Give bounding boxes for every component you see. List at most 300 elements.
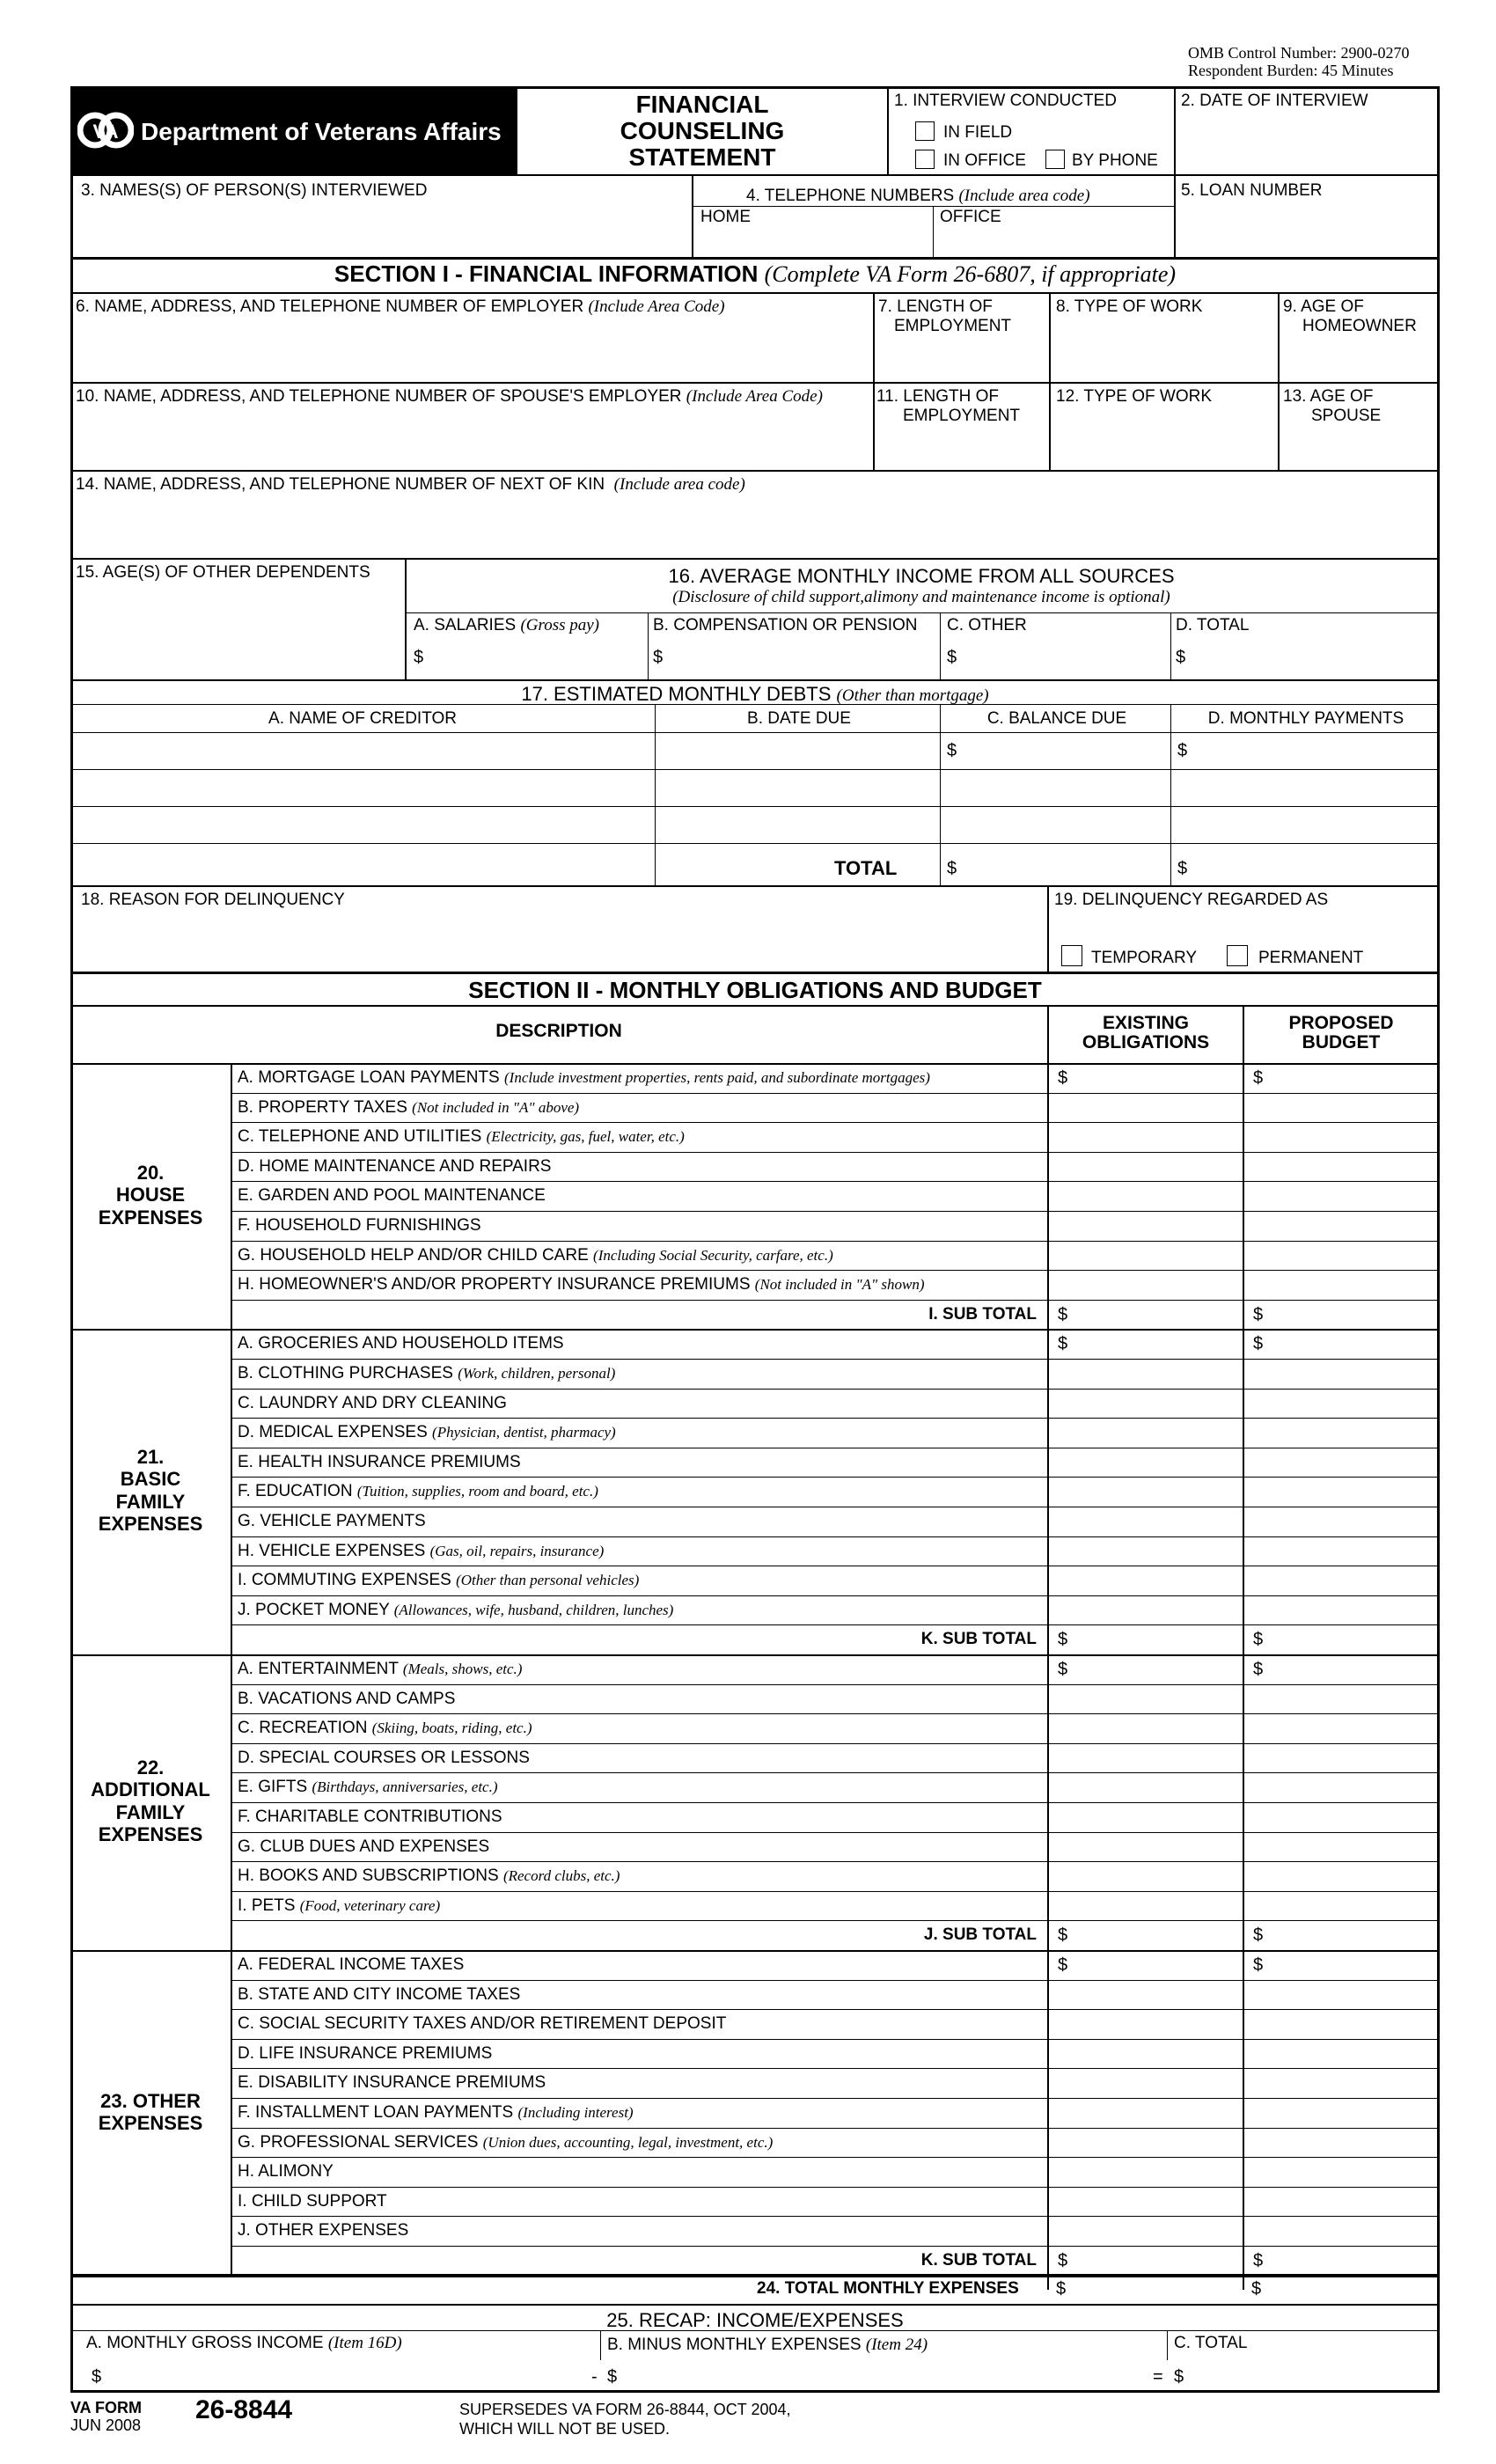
budget-row-label: B. CLOTHING PURCHASES bbox=[238, 1364, 458, 1382]
supersedes-line-1: SUPERSEDES VA FORM 26-8844, OCT 2004, bbox=[459, 2401, 791, 2418]
subtotal-existing-dollar: $ bbox=[1058, 1304, 1068, 1324]
row-divider bbox=[231, 2128, 1440, 2129]
proposed-amount-field[interactable] bbox=[1269, 2011, 1434, 2037]
recap-total-label: C. TOTAL bbox=[1174, 2334, 1248, 2352]
budget-row-label: I. CHILD SUPPORT bbox=[238, 2191, 387, 2211]
existing-amount-field[interactable] bbox=[1074, 1449, 1237, 1476]
existing-dollar: $ bbox=[1058, 1955, 1068, 1975]
budget-row-label: B. VACATIONS AND CAMPS bbox=[238, 1689, 456, 1708]
group-label-2-line-1: 21. bbox=[136, 1446, 165, 1469]
proposed-amount-field[interactable] bbox=[1269, 2218, 1434, 2244]
proposed-amount-field[interactable] bbox=[1269, 1597, 1434, 1624]
in-office-label: IN OFFICE bbox=[943, 151, 1026, 170]
row-divider bbox=[231, 2039, 1440, 2040]
budget-row-label: D. SPECIAL COURSES OR LESSONS bbox=[238, 1748, 530, 1767]
proposed-amount-field[interactable] bbox=[1269, 1804, 1434, 1830]
proposed-amount-field[interactable] bbox=[1269, 1774, 1434, 1800]
group-label-3-line-3: FAMILY bbox=[115, 1800, 186, 1823]
budget-row-note: (Union dues, accounting, legal, investment, etc.) bbox=[482, 2133, 774, 2151]
proposed-amount-field[interactable] bbox=[1269, 1213, 1434, 1239]
budget-row-label: B. STATE AND CITY INCOME TAXES bbox=[238, 1984, 521, 2004]
existing-amount-field[interactable] bbox=[1074, 1952, 1237, 1978]
salaries-field[interactable] bbox=[431, 641, 642, 676]
minus-expenses-text: B. MINUS MONTHLY EXPENSES bbox=[607, 2336, 862, 2354]
budget-row-2-2 bbox=[238, 1364, 615, 1383]
office-phone-label: OFFICE bbox=[940, 208, 1001, 226]
subtotal-existing-field[interactable] bbox=[1074, 1626, 1237, 1653]
length-of-employment-label bbox=[878, 297, 1011, 336]
monthly-gross-income-note: (Item 16D) bbox=[327, 2334, 402, 2352]
existing-amount-field[interactable] bbox=[1074, 1243, 1237, 1269]
budget-row-3-9 bbox=[238, 1896, 440, 1916]
respondent-burden: Respondent Burden: 45 Minutes bbox=[1188, 62, 1394, 79]
subtotal-existing-field[interactable] bbox=[1074, 1302, 1237, 1328]
budget-row-note: (Not included in "A" shown) bbox=[754, 1276, 925, 1294]
budget-row-label: H. BOOKS AND SUBSCRIPTIONS bbox=[238, 1866, 503, 1886]
creditor-rows[interactable] bbox=[74, 736, 651, 841]
existing-amount-field[interactable] bbox=[1074, 1213, 1237, 1239]
interview-conducted-label: 1. INTERVIEW CONDUCTED bbox=[894, 92, 1118, 110]
row-divider bbox=[231, 1270, 1440, 1271]
group-label-2-line-3: FAMILY bbox=[115, 1490, 186, 1513]
budget-row-4-3 bbox=[238, 2014, 726, 2034]
budget-row-note: (Birthdays, anniversaries, etc.) bbox=[312, 1778, 498, 1796]
monthly-gross-income-text: A. MONTHLY GROSS INCOME bbox=[86, 2334, 324, 2352]
existing-amount-field[interactable] bbox=[1074, 1360, 1237, 1387]
existing-amount-field[interactable] bbox=[1074, 1686, 1237, 1712]
reason-for-delinquency-field[interactable] bbox=[76, 912, 1044, 970]
row-divider bbox=[231, 2216, 1440, 2217]
row-divider bbox=[231, 2068, 1440, 2069]
other-dependents-label: 15. AGE(S) OF OTHER DEPENDENTS bbox=[76, 563, 370, 582]
proposed-amount-field[interactable] bbox=[1269, 1656, 1434, 1683]
next-of-kin-label bbox=[76, 475, 745, 495]
names-interviewed-label: 3. NAMES(S) OF PERSON(S) INTERVIEWED bbox=[81, 181, 428, 200]
budget-row-note: (Meals, shows, etc.) bbox=[402, 1661, 523, 1677]
proposed-header-line-1: PROPOSED bbox=[1288, 1013, 1394, 1033]
group-label-1-line-1: 20. bbox=[136, 1162, 165, 1184]
total-proposed-field[interactable] bbox=[1269, 2276, 1434, 2300]
proposed-amount-field[interactable] bbox=[1269, 1952, 1434, 1978]
by-phone-checkbox[interactable] bbox=[1045, 150, 1065, 169]
proposed-amount-field[interactable] bbox=[1269, 1419, 1434, 1446]
proposed-budget-header bbox=[1244, 1014, 1438, 1052]
existing-header-line-2: OBLIGATIONS bbox=[1082, 1032, 1210, 1053]
budget-row-label: I. COMMUTING EXPENSES bbox=[238, 1571, 457, 1590]
total-income-field[interactable] bbox=[1193, 641, 1434, 676]
proposed-amount-field[interactable] bbox=[1269, 1183, 1434, 1209]
subtotal-existing-dollar: $ bbox=[1058, 1630, 1068, 1650]
spouse-length-line-2: EMPLOYMENT bbox=[903, 406, 1021, 425]
gross-income-field[interactable] bbox=[109, 2358, 584, 2390]
budget-row-label: D. MEDICAL EXPENSES bbox=[238, 1423, 433, 1442]
monthly-gross-income-label bbox=[86, 2334, 402, 2353]
proposed-amount-field[interactable] bbox=[1269, 2189, 1434, 2215]
budget-row-note: (Other than personal vehicles) bbox=[456, 1572, 640, 1589]
budget-row-label: F. EDUCATION bbox=[238, 1482, 357, 1501]
row-divider bbox=[231, 1832, 1440, 1833]
budget-row-2-3 bbox=[238, 1394, 507, 1413]
budget-row-note: (Electricity, gas, fuel, water, etc.) bbox=[486, 1128, 685, 1146]
group-label-4-line-1: 23. OTHER bbox=[100, 2089, 201, 2112]
proposed-amount-field[interactable] bbox=[1269, 1243, 1434, 1269]
telephone-numbers-text: 4. TELEPHONE NUMBERS bbox=[746, 187, 955, 205]
row-divider bbox=[231, 2246, 1440, 2247]
budget-row-2-6 bbox=[238, 1482, 598, 1501]
group-label-3 bbox=[70, 1756, 231, 1845]
in-field-checkbox[interactable] bbox=[915, 121, 935, 141]
date-of-interview-field[interactable] bbox=[1181, 111, 1433, 169]
existing-amount-field[interactable] bbox=[1074, 1863, 1237, 1889]
existing-amount-field[interactable] bbox=[1074, 1124, 1237, 1150]
row-divider bbox=[231, 2098, 1440, 2099]
existing-amount-field[interactable] bbox=[1074, 1095, 1237, 1121]
budget-row-label: H. ALIMONY bbox=[238, 2162, 334, 2182]
budget-row-1-4 bbox=[238, 1157, 551, 1177]
row-divider bbox=[231, 1684, 1440, 1685]
proposed-amount-field[interactable] bbox=[1269, 1272, 1434, 1298]
budget-row-3-4 bbox=[238, 1749, 530, 1768]
group-label-3-line-1: 22. bbox=[136, 1756, 165, 1778]
proposed-amount-field[interactable] bbox=[1269, 1095, 1434, 1121]
monthly-payments-header: D. MONTHLY PAYMENTS bbox=[1207, 709, 1404, 728]
budget-row-label: A. MORTGAGE LOAN PAYMENTS bbox=[238, 1068, 504, 1087]
row-divider bbox=[231, 1152, 1440, 1153]
budget-row-label: C. LAUNDRY AND DRY CLEANING bbox=[238, 1393, 507, 1412]
existing-amount-field[interactable] bbox=[1074, 1390, 1237, 1417]
loan-number-field[interactable] bbox=[1179, 202, 1434, 255]
delinquency-regarded-label: 19. DELINQUENCY REGARDED AS bbox=[1054, 891, 1329, 909]
row-divider bbox=[231, 1477, 1440, 1478]
row-divider bbox=[231, 1418, 1440, 1419]
group-label-1-line-3: EXPENSES bbox=[98, 1206, 203, 1228]
budget-row-4-1 bbox=[238, 1955, 464, 1975]
svg-text:VA: VA bbox=[92, 121, 119, 143]
total-income-label: D. TOTAL bbox=[1176, 616, 1250, 634]
subtotal-label-2: K. SUB TOTAL bbox=[920, 1630, 1037, 1649]
proposed-amount-field[interactable] bbox=[1269, 1567, 1434, 1594]
budget-row-note: (Physician, dentist, pharmacy) bbox=[432, 1424, 616, 1441]
proposed-dollar: $ bbox=[1253, 1955, 1264, 1975]
employer-label-text: 6. NAME, ADDRESS, AND TELEPHONE NUMBER OF EMPLOYER bbox=[76, 297, 584, 316]
temporary-checkbox[interactable] bbox=[1061, 945, 1082, 966]
budget-row-label: A. ENTERTAINMENT bbox=[238, 1660, 403, 1678]
budget-row-label: F. HOUSEHOLD FURNISHINGS bbox=[238, 1216, 481, 1235]
existing-amount-field[interactable] bbox=[1074, 1745, 1237, 1771]
monthly-debts-label-text: 17. ESTIMATED MONTHLY DEBTS bbox=[521, 683, 832, 705]
existing-amount-field[interactable] bbox=[1074, 1272, 1237, 1298]
row-divider bbox=[231, 1772, 1440, 1773]
age-of-spouse-line-1: 13. AGE OF bbox=[1283, 387, 1374, 406]
budget-row-label: C. RECREATION bbox=[238, 1719, 372, 1738]
budget-row-4-8 bbox=[238, 2162, 334, 2182]
proposed-amount-field[interactable] bbox=[1269, 1686, 1434, 1712]
gross-income-dollar: $ bbox=[92, 2367, 102, 2387]
telephone-numbers-label bbox=[746, 187, 1090, 206]
budget-row-note: (Skiing, boats, riding, etc.) bbox=[371, 1720, 532, 1737]
existing-amount-field[interactable] bbox=[1074, 1774, 1237, 1800]
subtotal-proposed-dollar: $ bbox=[1253, 2251, 1264, 2270]
other-income-label: C. OTHER bbox=[947, 616, 1027, 634]
budget-row-label: D. HOME MAINTENANCE AND REPAIRS bbox=[238, 1156, 552, 1176]
subtotal-label-1: I. SUB TOTAL bbox=[928, 1304, 1037, 1324]
minus-expenses-dollar: $ bbox=[607, 2367, 618, 2387]
supersedes-line-2: WHICH WILL NOT BE USED. bbox=[459, 2420, 671, 2438]
next-of-kin-label-text: 14. NAME, ADDRESS, AND TELEPHONE NUMBER OF NEXT OF KIN bbox=[76, 475, 605, 494]
budget-row-3-7 bbox=[238, 1837, 489, 1857]
employer-field[interactable] bbox=[74, 319, 871, 380]
proposed-amount-field[interactable] bbox=[1269, 1360, 1434, 1387]
salaries-label-note: (Gross pay) bbox=[520, 616, 599, 634]
monthly-payments-dollar: $ bbox=[1177, 741, 1188, 760]
existing-amount-field[interactable] bbox=[1074, 1804, 1237, 1830]
subtotal-existing-field[interactable] bbox=[1074, 1922, 1237, 1948]
proposed-dollar: $ bbox=[1253, 1334, 1264, 1354]
row-divider bbox=[231, 1743, 1440, 1744]
row-divider bbox=[231, 1980, 1440, 1981]
budget-row-4-5 bbox=[238, 2073, 546, 2093]
monthly-income-label: 16. AVERAGE MONTHLY INCOME FROM ALL SOURCES bbox=[668, 565, 1175, 587]
spouse-length-of-employment-label bbox=[876, 387, 1020, 426]
employer-label-note: (Include Area Code) bbox=[588, 297, 725, 316]
existing-amount-field[interactable] bbox=[1074, 1508, 1237, 1535]
date-due-header: B. DATE DUE bbox=[747, 709, 851, 728]
length-of-employment-line-1: 7. LENGTH OF bbox=[878, 297, 993, 316]
proposed-amount-field[interactable] bbox=[1269, 1893, 1434, 1919]
age-of-homeowner-line-2: HOMEOWNER bbox=[1302, 316, 1417, 335]
proposed-amount-field[interactable] bbox=[1269, 1449, 1434, 1476]
existing-amount-field[interactable] bbox=[1074, 1982, 1237, 2008]
existing-amount-field[interactable] bbox=[1074, 1656, 1237, 1683]
proposed-amount-field[interactable] bbox=[1269, 1508, 1434, 1535]
budget-row-4-10 bbox=[238, 2221, 408, 2240]
other-income-field[interactable] bbox=[964, 641, 1167, 676]
debts-total-balance-dollar: $ bbox=[947, 859, 957, 878]
existing-amount-field[interactable] bbox=[1074, 2100, 1237, 2126]
subtotal-proposed-field[interactable] bbox=[1269, 1626, 1434, 1653]
existing-amount-field[interactable] bbox=[1074, 1538, 1237, 1565]
existing-amount-field[interactable] bbox=[1074, 1597, 1237, 1624]
proposed-amount-field[interactable] bbox=[1269, 1863, 1434, 1889]
proposed-amount-field[interactable] bbox=[1269, 1538, 1434, 1565]
budget-row-label: H. HOMEOWNER'S AND/OR PROPERTY INSURANCE PREMIUMS bbox=[238, 1275, 755, 1294]
budget-row-label: B. PROPERTY TAXES bbox=[238, 1097, 413, 1117]
budget-row-note: (Tuition, supplies, room and board, etc.) bbox=[356, 1483, 598, 1500]
budget-row-1-3 bbox=[238, 1127, 685, 1147]
form-number: 26-8844 bbox=[195, 2395, 293, 2424]
budget-row-note: (Including interest) bbox=[517, 2104, 634, 2121]
total-income-dollar: $ bbox=[1176, 648, 1186, 667]
group-label-2 bbox=[70, 1446, 231, 1535]
proposed-amount-field[interactable] bbox=[1269, 1124, 1434, 1150]
va-seal-icon bbox=[77, 106, 134, 155]
budget-row-note: (Not included in "A" above) bbox=[412, 1098, 580, 1116]
existing-dollar: $ bbox=[1058, 1334, 1068, 1354]
proposed-amount-field[interactable] bbox=[1269, 1154, 1434, 1180]
budget-row-label: G. VEHICLE PAYMENTS bbox=[238, 1512, 426, 1530]
budget-row-4-2 bbox=[238, 1985, 520, 2005]
agency-banner bbox=[70, 86, 516, 174]
existing-amount-field[interactable] bbox=[1074, 1715, 1237, 1742]
group-label-4 bbox=[70, 2090, 231, 2135]
existing-amount-field[interactable] bbox=[1074, 2159, 1237, 2185]
row-divider bbox=[231, 1624, 1440, 1625]
budget-row-note: (Record clubs, etc.) bbox=[502, 1867, 620, 1885]
existing-amount-field[interactable] bbox=[1074, 2130, 1237, 2156]
budget-row-note: (Allowances, wife, husband, children, lunches) bbox=[393, 1601, 674, 1618]
existing-amount-field[interactable] bbox=[1074, 1834, 1237, 1860]
proposed-amount-field[interactable] bbox=[1269, 1834, 1434, 1860]
group-label-1-line-2: HOUSE bbox=[115, 1184, 186, 1206]
subtotal-proposed-field[interactable] bbox=[1269, 1302, 1434, 1328]
row-divider bbox=[231, 1181, 1440, 1182]
minus-expenses-field[interactable] bbox=[625, 2358, 1135, 2390]
compensation-field[interactable] bbox=[671, 641, 935, 676]
form-title-line-1: FINANCIAL bbox=[635, 91, 769, 118]
subtotal-proposed-field[interactable] bbox=[1269, 2248, 1434, 2274]
reason-for-delinquency-label: 18. REASON FOR DELINQUENCY bbox=[81, 891, 345, 909]
group-label-4-line-2: EXPENSES bbox=[98, 2112, 203, 2135]
proposed-amount-field[interactable] bbox=[1269, 2159, 1434, 2185]
group-label-3-line-4: EXPENSES bbox=[98, 1822, 203, 1845]
minus-expenses-note: (Item 24) bbox=[865, 2336, 928, 2354]
proposed-dollar: $ bbox=[1253, 1660, 1264, 1679]
spouse-employer-label-text: 10. NAME, ADDRESS, AND TELEPHONE NUMBER OF SPOUSE'S EMPLOYER bbox=[76, 387, 682, 406]
proposed-amount-field[interactable] bbox=[1269, 1390, 1434, 1417]
group-divider bbox=[231, 1329, 232, 1654]
row-divider bbox=[231, 1713, 1440, 1714]
monthly-debts-label-note: (Other than mortgage) bbox=[836, 686, 989, 705]
proposed-amount-field[interactable] bbox=[1269, 1745, 1434, 1771]
budget-row-label: G. PROFESSIONAL SERVICES bbox=[238, 2132, 483, 2152]
group-divider bbox=[231, 1950, 232, 2276]
subtotal-existing-dollar: $ bbox=[1058, 1925, 1068, 1946]
budget-row-note: (Food, veterinary care) bbox=[299, 1896, 441, 1914]
existing-amount-field[interactable] bbox=[1074, 1893, 1237, 1919]
existing-amount-field[interactable] bbox=[1074, 2011, 1237, 2037]
existing-amount-field[interactable] bbox=[1074, 2218, 1237, 2244]
names-interviewed-field[interactable] bbox=[74, 202, 690, 255]
budget-row-label: F. INSTALLMENT LOAN PAYMENTS bbox=[238, 2103, 518, 2122]
proposed-header-line-2: BUDGET bbox=[1302, 1032, 1381, 1053]
employer-label bbox=[76, 297, 725, 317]
existing-amount-field[interactable] bbox=[1074, 1419, 1237, 1446]
budget-row-label: E. GARDEN AND POOL MAINTENANCE bbox=[238, 1186, 546, 1206]
subtotal-proposed-dollar: $ bbox=[1253, 1304, 1264, 1324]
in-office-checkbox[interactable] bbox=[915, 150, 935, 169]
subtotal-existing-field[interactable] bbox=[1074, 2248, 1237, 2274]
proposed-amount-field[interactable] bbox=[1269, 1478, 1434, 1505]
balance-due-dollar: $ bbox=[947, 741, 957, 760]
budget-row-1-7 bbox=[238, 1246, 833, 1265]
spouse-employer-field[interactable] bbox=[74, 408, 871, 468]
budget-row-note: (Including Social Security, carfare, etc.) bbox=[593, 1246, 833, 1264]
group-label-3-line-2: ADDITIONAL bbox=[91, 1778, 210, 1801]
existing-amount-field[interactable] bbox=[1074, 1331, 1237, 1357]
budget-row-4-9 bbox=[238, 2192, 387, 2211]
proposed-amount-field[interactable] bbox=[1269, 1065, 1434, 1091]
minus-sign: - bbox=[591, 2367, 598, 2387]
row-divider bbox=[231, 1389, 1440, 1390]
existing-amount-field[interactable] bbox=[1074, 2189, 1237, 2215]
permanent-label: PERMANENT bbox=[1258, 949, 1364, 967]
budget-row-3-5 bbox=[238, 1778, 498, 1797]
home-phone-field[interactable] bbox=[695, 227, 929, 255]
budget-row-label: H. VEHICLE EXPENSES bbox=[238, 1541, 430, 1560]
proposed-amount-field[interactable] bbox=[1269, 1331, 1434, 1357]
office-phone-field[interactable] bbox=[936, 227, 1170, 255]
proposed-amount-field[interactable] bbox=[1269, 2070, 1434, 2096]
age-of-homeowner-line-1: 9. AGE OF bbox=[1283, 297, 1364, 316]
budget-row-1-8 bbox=[238, 1275, 925, 1294]
home-phone-label: HOME bbox=[700, 208, 751, 226]
subtotal-proposed-field[interactable] bbox=[1269, 1922, 1434, 1948]
proposed-amount-field[interactable] bbox=[1269, 2130, 1434, 2156]
existing-amount-field[interactable] bbox=[1074, 1478, 1237, 1505]
budget-row-1-1 bbox=[238, 1068, 930, 1088]
proposed-amount-field[interactable] bbox=[1269, 1715, 1434, 1742]
proposed-amount-field[interactable] bbox=[1269, 2041, 1434, 2067]
budget-row-3-3 bbox=[238, 1719, 532, 1738]
in-field-label: IN FIELD bbox=[943, 123, 1013, 142]
proposed-amount-field[interactable] bbox=[1269, 1982, 1434, 2008]
group-label-1 bbox=[70, 1162, 231, 1228]
budget-row-note: (Include investment properties, rents paid, and subordinate mortgages) bbox=[504, 1069, 930, 1086]
existing-amount-field[interactable] bbox=[1074, 1154, 1237, 1180]
description-header: DESCRIPTION bbox=[495, 1021, 622, 1041]
existing-amount-field[interactable] bbox=[1074, 2041, 1237, 2067]
budget-row-label: F. CHARITABLE CONTRIBUTIONS bbox=[238, 1808, 502, 1826]
total-proposed-dollar: $ bbox=[1251, 2279, 1262, 2299]
row-divider bbox=[231, 2009, 1440, 2010]
spouse-employer-label-note: (Include Area Code) bbox=[686, 387, 823, 406]
existing-amount-field[interactable] bbox=[1074, 1567, 1237, 1594]
proposed-amount-field[interactable] bbox=[1269, 2100, 1434, 2126]
budget-row-label: G. HOUSEHOLD HELP AND/OR CHILD CARE bbox=[238, 1245, 594, 1265]
existing-header-line-1: EXISTING bbox=[1102, 1013, 1190, 1033]
salaries-label bbox=[414, 616, 599, 635]
existing-amount-field[interactable] bbox=[1074, 1065, 1237, 1091]
budget-row-label: C. SOCIAL SECURITY TAXES AND/OR RETIREMENT DEPOSIT bbox=[238, 2014, 727, 2034]
budget-row-note: (Gas, oil, repairs, insurance) bbox=[429, 1542, 605, 1559]
section2-title: SECTION II - MONTHLY OBLIGATIONS AND BUDGET bbox=[468, 977, 1042, 1003]
budget-row-3-6 bbox=[238, 1808, 502, 1827]
existing-amount-field[interactable] bbox=[1074, 1183, 1237, 1209]
age-of-homeowner-label bbox=[1283, 297, 1417, 336]
total-existing-field[interactable] bbox=[1074, 2276, 1237, 2300]
recap-total-field[interactable] bbox=[1192, 2358, 1434, 2390]
other-dependents-field[interactable] bbox=[74, 584, 401, 678]
row-divider bbox=[231, 2187, 1440, 2188]
age-of-spouse-label bbox=[1283, 387, 1381, 426]
salaries-dollar: $ bbox=[414, 648, 424, 667]
group-divider bbox=[231, 1063, 232, 1329]
subtotal-proposed-dollar: $ bbox=[1253, 1630, 1264, 1650]
budget-row-label: A. FEDERAL INCOME TAXES bbox=[238, 1955, 465, 1974]
budget-row-3-8 bbox=[238, 1866, 620, 1886]
existing-amount-field[interactable] bbox=[1074, 2070, 1237, 2096]
budget-row-label: E. GIFTS bbox=[238, 1778, 312, 1797]
next-of-kin-field[interactable] bbox=[74, 496, 1434, 556]
permanent-checkbox[interactable] bbox=[1227, 945, 1248, 966]
group-label-2-line-2: BASIC bbox=[120, 1468, 181, 1491]
row-divider bbox=[231, 1891, 1440, 1892]
subtotal-label-3: J. SUB TOTAL bbox=[923, 1925, 1037, 1945]
row-divider bbox=[231, 1595, 1440, 1596]
budget-row-label: E. DISABILITY INSURANCE PREMIUMS bbox=[238, 2073, 546, 2093]
budget-row-2-7 bbox=[238, 1512, 426, 1531]
va-form-label: VA FORM bbox=[70, 2399, 142, 2416]
